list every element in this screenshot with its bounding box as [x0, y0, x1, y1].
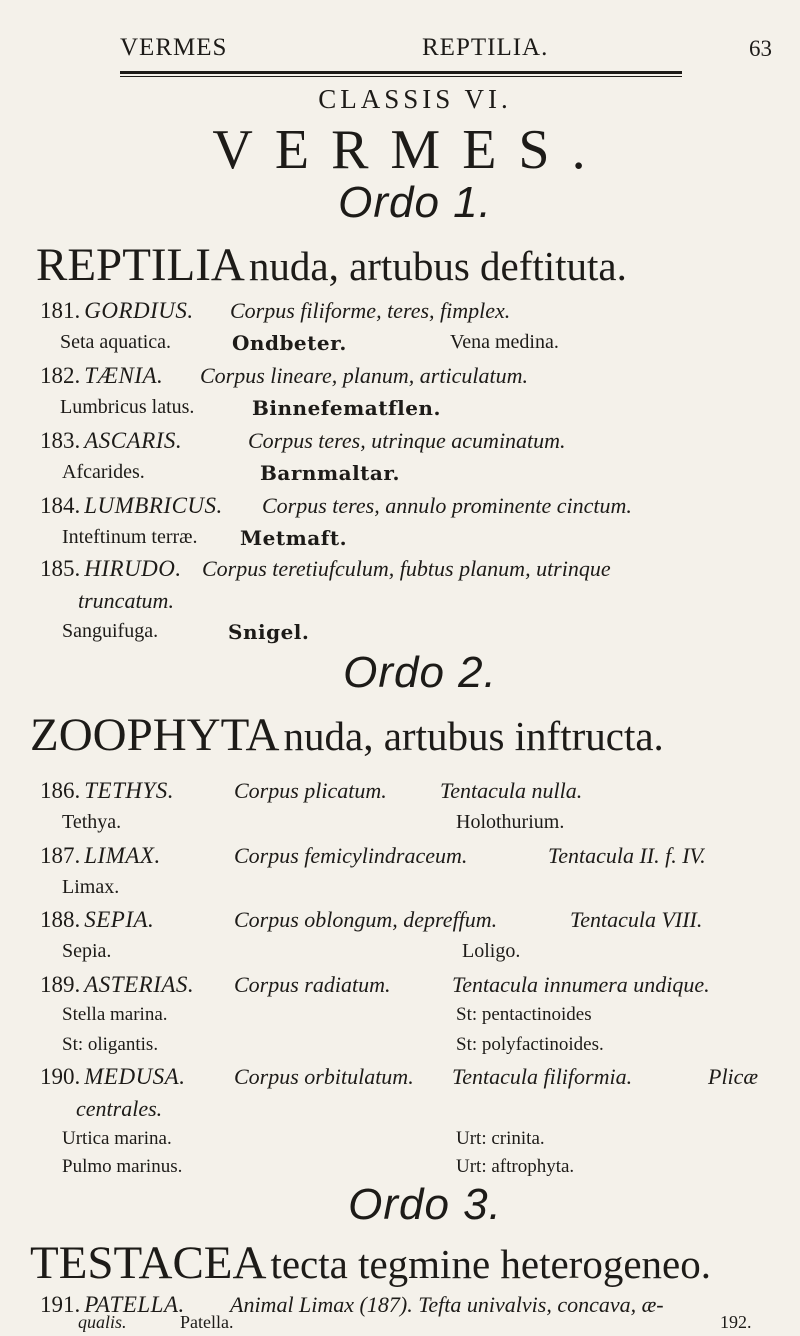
species-latin-3: Pulmo marinus. — [62, 1156, 183, 1177]
genus-description-cont: centrales. — [76, 1096, 163, 1121]
species-vernacular: Barnmaltar. — [260, 461, 401, 485]
genus-description: Corpus femicylindraceum. — [234, 843, 468, 868]
genus-description: Corpus lineare, planum, articulatum. — [200, 363, 528, 388]
running-header — [120, 30, 780, 70]
species-latin-2: St: pentactinoides — [456, 1004, 592, 1025]
order-name: ZOOPHYTA — [30, 709, 280, 761]
species-vernacular: Snigel. — [228, 620, 310, 644]
genus-name: PATELLA. — [84, 1292, 185, 1317]
genus-description: Corpus oblongum, depreffum. — [234, 907, 498, 932]
species-latin-4: St: polyfactinoides. — [456, 1034, 604, 1055]
species-latin: Afcarides. — [62, 461, 145, 483]
tentacula-description: Tentacula VIII. — [570, 907, 703, 932]
genus-name: ASCARIS. — [84, 428, 183, 453]
genus-description-cont: truncatum. — [78, 588, 174, 613]
genus-name: TÆNIA. — [84, 363, 164, 388]
order-name: REPTILIA — [36, 239, 245, 291]
entry-number: 189. — [40, 972, 81, 997]
genus-name: ASTERIAS. — [84, 972, 195, 997]
species-vernacular: Binnefematflen. — [252, 396, 441, 420]
genus-name: MEDUSA. — [84, 1064, 186, 1089]
entry-number: 187. — [40, 843, 81, 868]
entry-number: 184. — [40, 493, 81, 518]
species-latin: Urtica marina. — [62, 1128, 172, 1149]
species-latin: Inteftinum terræ. — [62, 526, 198, 548]
entry-number: 188. — [40, 907, 81, 932]
species-latin-2: Holothurium. — [456, 811, 565, 833]
tentacula-description: Tentacula II. f. IV. — [548, 843, 706, 868]
species-latin: Tethya. — [62, 811, 122, 833]
genus-description: Corpus plicatum. — [234, 778, 387, 803]
species-latin-4: Urt: aftrophyta. — [456, 1156, 575, 1177]
tentacula-description: Tentacula filiformia. — [452, 1064, 633, 1089]
tentacula-description: Tentacula nulla. — [440, 778, 583, 803]
ordo-2-heading: Ordo 2. — [343, 648, 497, 697]
entry-number: 183. — [40, 428, 81, 453]
species-latin: Stella marina. — [62, 1004, 168, 1025]
header-center: REPTILIA. — [422, 34, 549, 61]
species-latin: Limax. — [62, 876, 120, 898]
entry-number: 186. — [40, 778, 81, 803]
genus-description-cont: qualis. — [78, 1312, 127, 1332]
ordo-2-title — [30, 708, 790, 762]
species-latin: Sepia. — [62, 940, 112, 962]
genus-description: Animal Limax (187). Tefta univalvis, concava, æ- — [230, 1292, 664, 1317]
species-latin-2: Vena medina. — [450, 331, 559, 353]
ordo-1-heading: Ordo 1. — [338, 178, 492, 227]
plicae-description: Plicæ — [708, 1064, 759, 1089]
classis-heading: CLASSIS VI. — [318, 84, 512, 114]
header-rule — [120, 71, 682, 74]
genus-description: Corpus orbitulatum. — [234, 1064, 414, 1089]
species-latin-2: Loligo. — [462, 940, 521, 962]
catchword: 192. — [720, 1312, 752, 1332]
species-latin: Seta aquatica. — [60, 331, 172, 353]
ordo-3-heading: Ordo 3. — [348, 1180, 502, 1229]
genus-name: TETHYS. — [84, 778, 175, 803]
genus-description: Corpus teres, annulo prominente cinctum. — [262, 493, 632, 518]
genus-name: HIRUDO. — [84, 556, 182, 581]
order-name: TESTACEA — [30, 1237, 267, 1289]
order-description: nuda, artubus deftituta. — [248, 243, 627, 289]
ordo-3-title — [30, 1236, 790, 1290]
genus-description: Corpus filiforme, teres, fimplex. — [230, 298, 511, 323]
species-latin-2: Urt: crinita. — [456, 1128, 545, 1149]
species-latin: Sanguifuga. — [62, 620, 159, 642]
species-vernacular: Metmaft. — [240, 526, 348, 550]
header-left: VERMES — [120, 34, 228, 61]
genus-name: SEPIA. — [84, 907, 155, 932]
entry-number: 185. — [40, 556, 81, 581]
ordo-1-title — [36, 238, 796, 292]
entry-number: 182. — [40, 363, 81, 388]
order-description: tecta tegmine heterogeneo. — [270, 1241, 711, 1287]
entry-number: 190. — [40, 1064, 81, 1089]
species-latin: Patella. — [180, 1312, 234, 1332]
entry-number: 191. — [40, 1292, 81, 1317]
genus-name: LUMBRICUS. — [84, 493, 223, 518]
genus-name: LIMAX. — [84, 843, 161, 868]
order-description: nuda, artubus inftructa. — [283, 713, 664, 759]
genus-name: GORDIUS. — [84, 298, 194, 323]
genus-description: Corpus teretiufculum, fubtus planum, utrinque — [202, 556, 611, 581]
header-rule-thin — [120, 76, 682, 77]
species-vernacular: Ondbeter. — [232, 331, 347, 355]
species-latin-3: St: oligantis. — [62, 1034, 159, 1055]
entry-number: 181. — [40, 298, 81, 323]
tentacula-description: Tentacula innumera undique. — [452, 972, 710, 997]
genus-description: Corpus radiatum. — [234, 972, 391, 997]
class-title: VERMES. — [212, 119, 608, 181]
page-number: 63 — [749, 36, 772, 61]
species-latin: Lumbricus latus. — [60, 396, 195, 418]
genus-description: Corpus teres, utrinque acuminatum. — [248, 428, 566, 453]
